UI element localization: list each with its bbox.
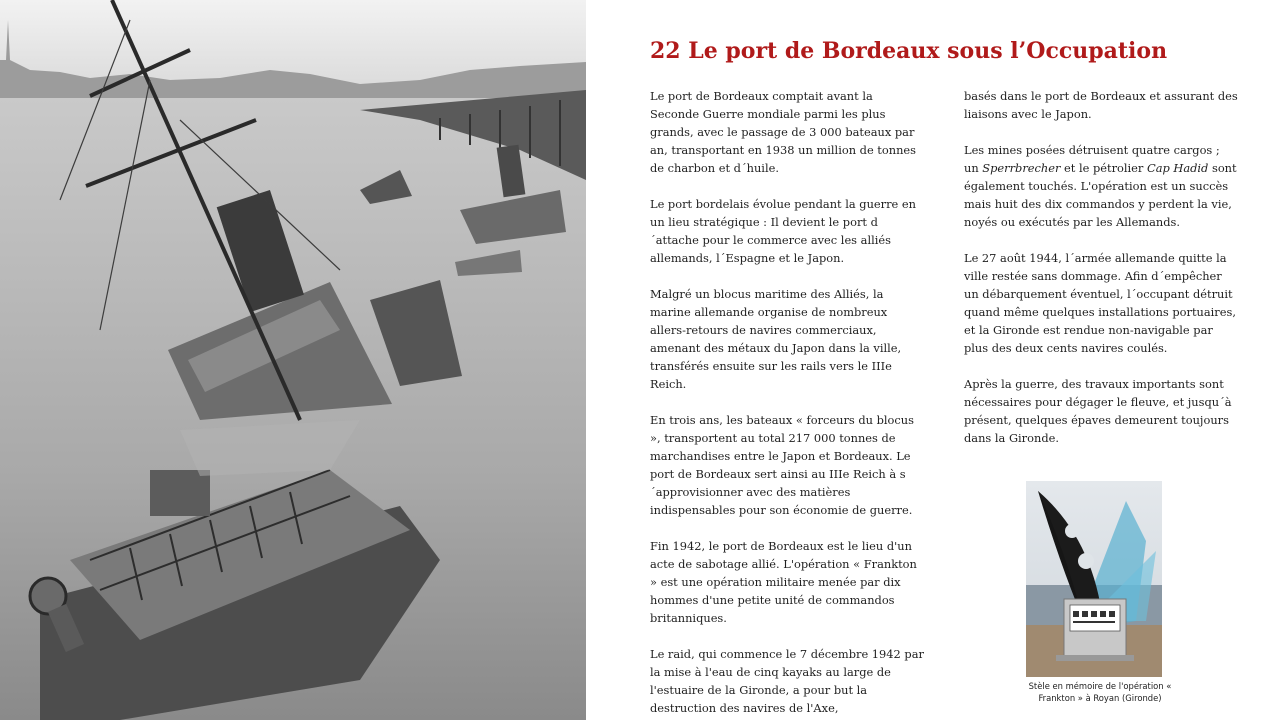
paragraph	[964, 141, 1238, 231]
text-run: sont également touchés. L'opération est un succès mais huit des dix commandos y perdent la vie, noyés ou exécutés par les Allemands.	[964, 161, 1237, 229]
article-column-right	[964, 87, 1238, 465]
ship-name: Cap Hadid	[1146, 161, 1209, 175]
paragraph: En trois ans, les bateaux « forceurs du blocus », transportent au total 217 000 tonnes de marchandises entre le Japon et Bordeaux. Le port de Bordeaux sert ainsi au IIIe Reich à s´approvisionner avec des matières indispensables pour son économie de guerre.	[650, 413, 914, 517]
paragraph: Le 27 août 1944, l´armée allemande quitte la ville restée sans dommage. Afin d´empêcher un débarquement éventuel, l´occupant détruit quand même quelques installations portuaires, et la Gironde est rendue non-navigable par plus des deux cents navires coulés.	[964, 251, 1236, 355]
stele-photo	[1026, 481, 1162, 677]
paragraph: Le port de Bordeaux comptait avant la Seconde Guerre mondiale parmi les plus grands, avec le passage de 3 000 bateaux par an, transportant en 1938 un million de tonnes de charbon et d´huile.	[650, 89, 916, 175]
paragraph: Malgré un blocus maritime des Alliés, la marine allemande organise de nombreux allers-retours de navires commerciaux, amenant des métaux du Japon dans la ville, transférés ensuite sur les rails vers le IIIe Reich.	[650, 287, 902, 391]
paragraph: basés dans le port de Bordeaux et assurant des liaisons avec le Japon.	[964, 89, 1238, 121]
paragraph: Le port bordelais évolue pendant la guerre en un lieu stratégique : Il devient le port d´attache pour le commerce avec les alliés allemands, l´Espagne et le Japon.	[650, 197, 917, 265]
stele-caption: Stèle en mémoire de l'opération « Frankton » à Royan (Gironde)	[1028, 681, 1172, 703]
page-title: 22 Le port de Bordeaux sous l’Occupation	[650, 38, 1168, 64]
paragraph: Fin 1942, le port de Bordeaux est le lieu d'un acte de sabotage allié. L'opération « Frankton » est une opération militaire menée par dix hommes d'une petite unité de commandos britanniques.	[650, 539, 917, 625]
paragraph: Le raid, qui commence le 7 décembre 1942 par la mise à l'eau de cinq kayaks au large de l'estuaire de la Gironde, a pour but la destruction des navires de l'Axe,	[650, 647, 924, 715]
sunken-ships-photo	[0, 0, 586, 720]
text-run: et le pétrolier	[1060, 161, 1147, 175]
text-run: Les mines posées détruisent quatre cargos ; un	[964, 143, 1220, 175]
ship-type-term: Sperrbrecher	[982, 161, 1061, 175]
article-column-left	[650, 87, 924, 720]
paragraph: Après la guerre, des travaux importants sont nécessaires pour dégager le fleuve, et jusqu´à présent, quelques épaves demeurent toujours dans la Gironde.	[964, 377, 1232, 445]
